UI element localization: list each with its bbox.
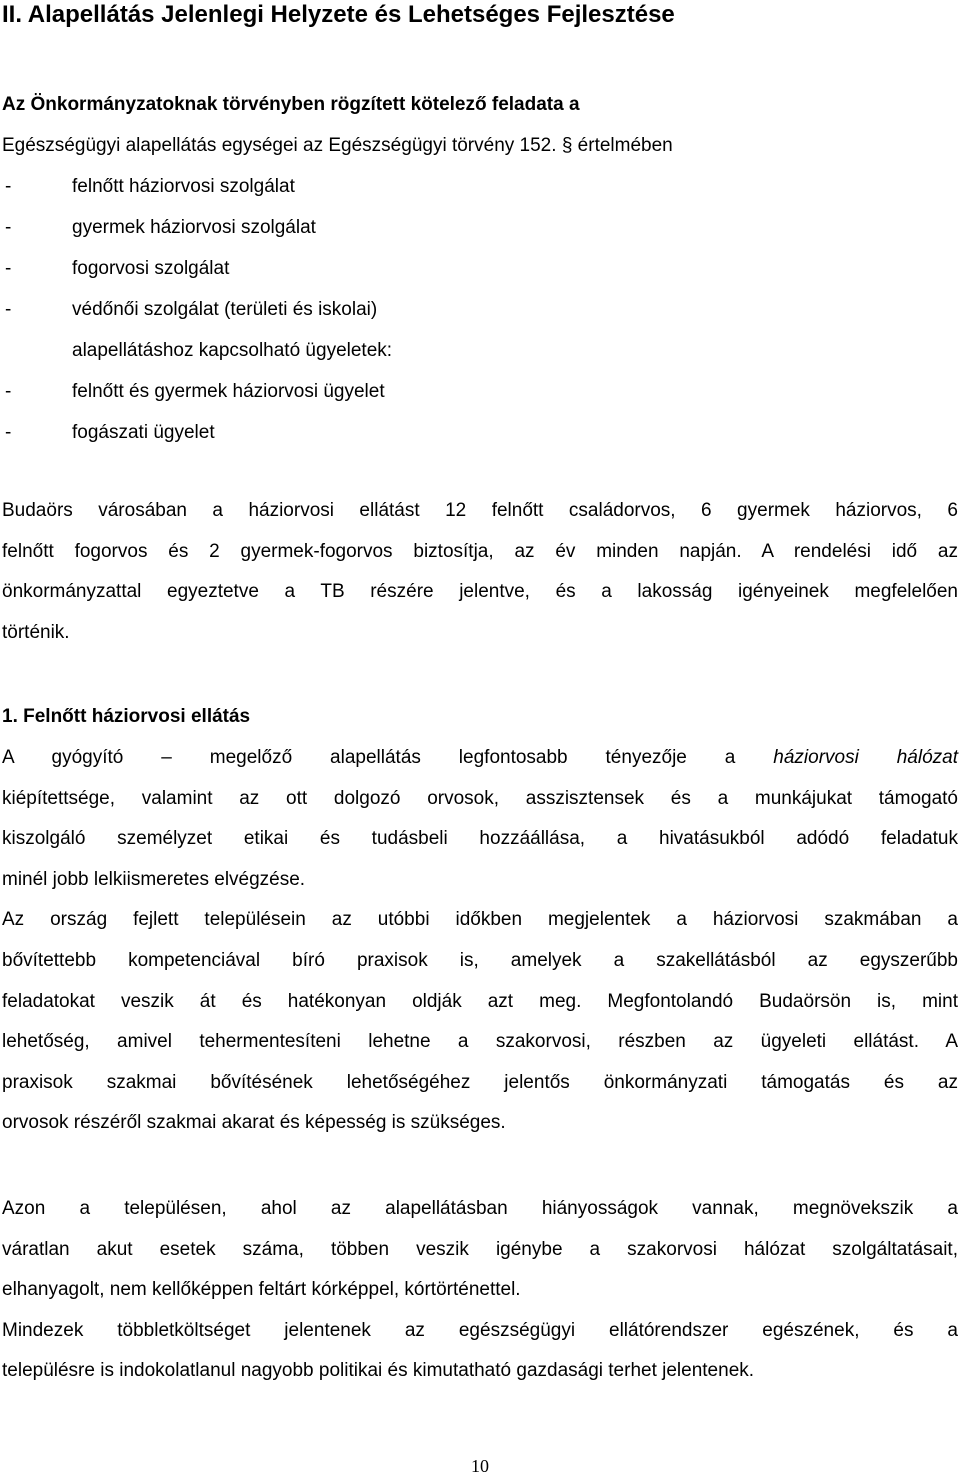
page-title: II. Alapellátás Jelenlegi Helyzete és Lehetséges Fejlesztése xyxy=(2,1,675,28)
list-item-label: felnőtt háziorvosi szolgálat xyxy=(72,176,295,197)
list-item-service xyxy=(2,207,952,248)
paragraph-line: Mindezek többletköltséget jelentenek az egészségügyi ellátórendszer egészének, és a xyxy=(2,1319,958,1341)
list-item-label: gyermek háziorvosi szolgálat xyxy=(72,217,316,238)
law-line-text: Egészségügyi alapellátás egységei az Egészségügyi törvény 152. xyxy=(2,135,557,156)
budaors-paragraph xyxy=(2,491,958,653)
paragraph-line: bővítettebb kompetenciával bíró praxisok is, amelyek a szakellátásból az egyszerűbb xyxy=(2,949,958,971)
paragraph-line: váratlan akut esetek száma, többen veszik igénybe a szakorvosi hálózat szolgáltatásait, xyxy=(2,1238,958,1260)
list-item-label: felnőtt és gyermek háziorvosi ügyelet xyxy=(72,381,385,402)
list-dash: - xyxy=(5,258,12,279)
paragraph-line: minél jobb lelkiismeretes elvégzése. xyxy=(2,868,306,890)
list-item-duty xyxy=(2,412,952,453)
list-dash: - xyxy=(5,422,12,443)
list-item-label: fogorvosi szolgálat xyxy=(72,258,230,279)
section-body xyxy=(2,738,958,1144)
section-heading: 1. Felnőtt háziorvosi ellátás xyxy=(2,706,251,727)
paragraph-line: településre is indokolatlanul nagyobb politikai és kimutatható gazdasági terhet jelentenek. xyxy=(2,1360,755,1382)
paragraph-line: kiépítettsége, valamint az ott dolgozó orvosok, asszisztensek és a munkájukat támogató xyxy=(2,787,958,809)
paragraph-line: elhanyagolt, nem kellőképpen feltárt kórképpel, kórtörténettel. xyxy=(2,1279,521,1301)
paragraph-line: történik. xyxy=(2,621,70,643)
intro-bold-line: Az Önkormányzatoknak törvényben rögzített kötelező feladata a xyxy=(2,94,580,115)
paragraph-line: Azon a településen, ahol az alapellátásban hiányosságok vannak, megnövekszik a xyxy=(2,1198,958,1219)
list-dash: - xyxy=(5,217,12,238)
paragraph-line xyxy=(2,738,958,779)
list-item-label: védőnői szolgálat (területi és iskolai) xyxy=(72,299,378,320)
paragraph-line: orvosok részéről szakmai akarat és képesség is szükséges. xyxy=(2,1112,506,1134)
list-item-duty xyxy=(2,371,952,412)
intro-law-line xyxy=(2,125,952,166)
list-item-service xyxy=(2,248,952,289)
paragraph-line: Budaörs városában a háziorvosi ellátást 12 felnőtt családorvos, 6 gyermek háziorvos, 6 xyxy=(2,500,958,521)
paragraph-line: Az ország fejlett településein az utóbbi időkben megjelentek a háziorvosi szakmában a xyxy=(2,909,958,931)
list-item-service xyxy=(2,289,952,330)
paragraph-line: feladatokat veszik át és hatékonyan oldják azt meg. Megfontolandó Budaörsön is, mint xyxy=(2,990,958,1012)
section-paragraph-3 xyxy=(2,1189,958,1392)
intro-section xyxy=(2,84,952,453)
related-duties-heading: alapellátáshoz kapcsolható ügyeletek: xyxy=(72,340,393,361)
law-line-text-after: értelmében xyxy=(577,135,673,156)
list-item-label: fogászati ügyelet xyxy=(72,422,215,443)
paragraph-line: kiszolgáló személyzet etikai és tudásbeli hozzáállása, a hivatásukból adódó feladatuk xyxy=(2,828,958,850)
paragraph-text: A gyógyító – megelőző alapellátás legfontosabb tényezője a xyxy=(2,747,736,768)
paragraph-line: lehetőség, amivel tehermentesíteni lehetne a szakorvosi, részben az ügyeleti ellátást. A xyxy=(2,1031,958,1053)
paragraph-line: praxisok szakmai bővítésének lehetőségéhez jelentős önkormányzati támogatás és az xyxy=(2,1071,958,1093)
paragraph-line: felnőtt fogorvos és 2 gyermek-fogorvos biztosítja, az év minden napján. A rendelési idő az xyxy=(2,540,958,562)
section-sign-icon: § xyxy=(561,135,573,156)
paragraph-line: önkormányzattal egyeztetve a TB részére jelentve, és a lakosság igényeinek megfelelően xyxy=(2,581,958,603)
list-dash: - xyxy=(5,176,12,197)
list-item-service xyxy=(2,166,952,207)
page-number: 10 xyxy=(471,1456,489,1476)
list-dash: - xyxy=(5,299,12,320)
emphasis-text: háziorvosi hálózat xyxy=(773,747,958,768)
list-dash: - xyxy=(5,381,12,402)
